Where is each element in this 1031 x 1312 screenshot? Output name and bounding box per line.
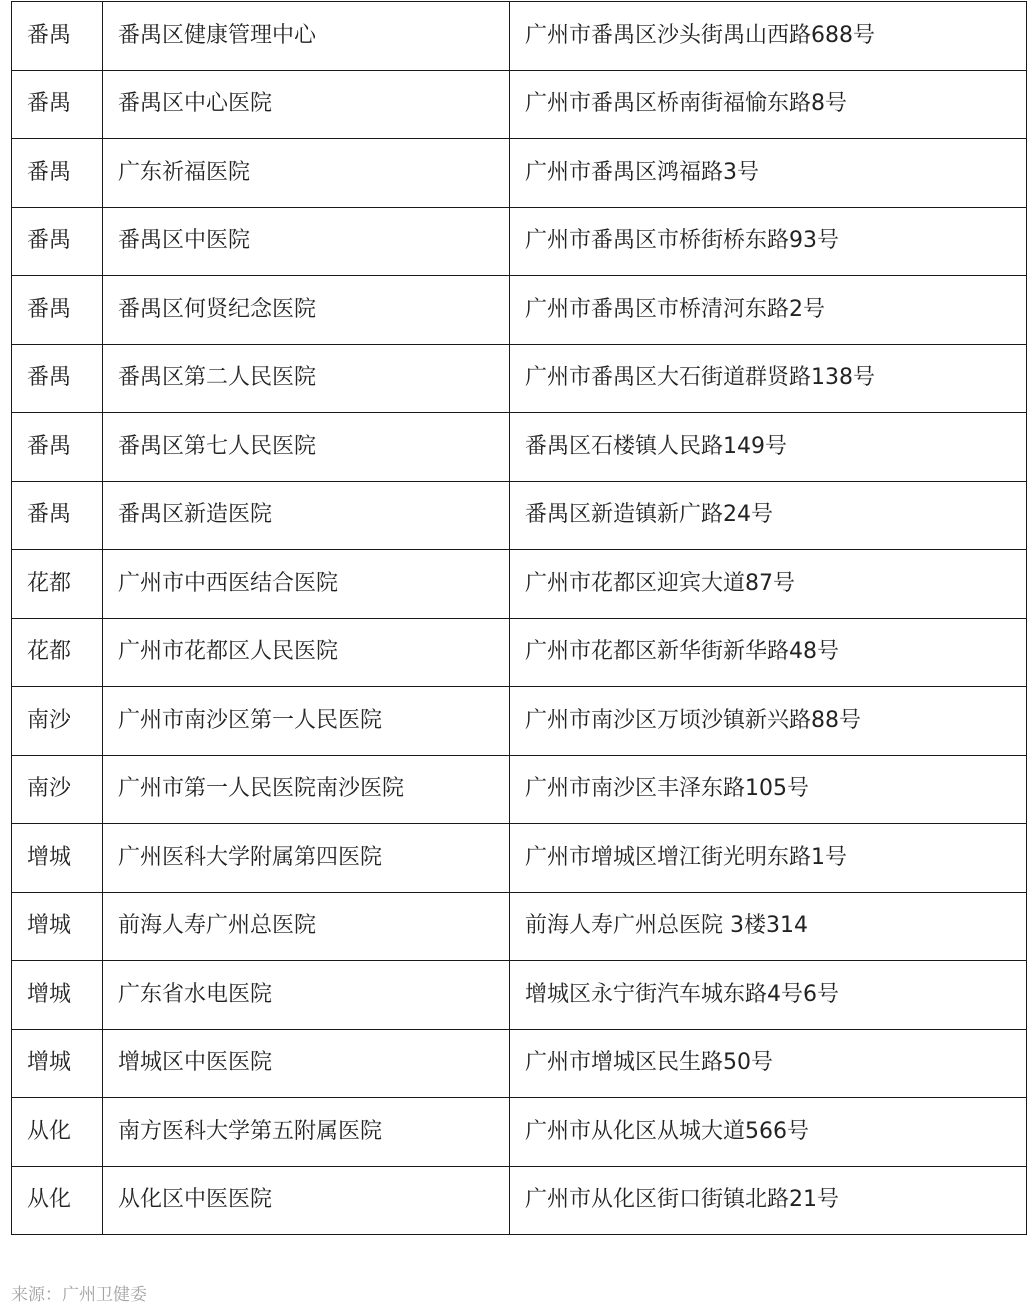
- district-cell: 番禺: [12, 481, 103, 550]
- table-row: [12, 2, 1027, 71]
- address-cell: 广州市从化区街口街镇北路21号: [510, 1166, 1027, 1235]
- district-cell: 增城: [12, 892, 103, 961]
- table-row: [12, 892, 1027, 961]
- district-cell: 增城: [12, 824, 103, 893]
- hospital-name-cell: 番禺区健康管理中心: [103, 2, 510, 71]
- district-cell: 增城: [12, 961, 103, 1030]
- hospital-name-cell: 前海人寿广州总医院: [103, 892, 510, 961]
- table-row: [12, 344, 1027, 413]
- hospital-name-cell: 广东省水电医院: [103, 961, 510, 1030]
- table-row: [12, 1166, 1027, 1235]
- district-cell: 番禺: [12, 70, 103, 139]
- table-body: [12, 2, 1027, 1235]
- district-cell: 番禺: [12, 2, 103, 71]
- hospital-name-cell: 广东祈福医院: [103, 139, 510, 208]
- hospital-name-cell: 广州市花都区人民医院: [103, 618, 510, 687]
- hospital-name-cell: 番禺区中医院: [103, 207, 510, 276]
- district-cell: 番禺: [12, 344, 103, 413]
- address-cell: 广州市南沙区丰泽东路105号: [510, 755, 1027, 824]
- table-row: [12, 139, 1027, 208]
- district-cell: 从化: [12, 1166, 103, 1235]
- table-row: [12, 413, 1027, 482]
- source-note: 来源：广州卫健委: [11, 1285, 147, 1305]
- table-row: [12, 755, 1027, 824]
- hospital-name-cell: 增城区中医医院: [103, 1029, 510, 1098]
- table-row: [12, 687, 1027, 756]
- hospital-name-cell: 广州医科大学附属第四医院: [103, 824, 510, 893]
- district-cell: 南沙: [12, 687, 103, 756]
- hospital-name-cell: 广州市中西医结合医院: [103, 550, 510, 619]
- district-cell: 番禺: [12, 139, 103, 208]
- address-cell: 广州市番禺区沙头街禺山西路688号: [510, 2, 1027, 71]
- table-row: [12, 70, 1027, 139]
- table-row: [12, 550, 1027, 619]
- district-cell: 花都: [12, 550, 103, 619]
- address-cell: 前海人寿广州总医院 3楼314: [510, 892, 1027, 961]
- address-cell: 广州市南沙区万顷沙镇新兴路88号: [510, 687, 1027, 756]
- hospital-name-cell: 南方医科大学第五附属医院: [103, 1098, 510, 1167]
- district-cell: 从化: [12, 1098, 103, 1167]
- hospital-name-cell: 番禺区第七人民医院: [103, 413, 510, 482]
- hospital-name-cell: 从化区中医医院: [103, 1166, 510, 1235]
- district-cell: 花都: [12, 618, 103, 687]
- district-cell: 番禺: [12, 276, 103, 345]
- address-cell: 广州市从化区从城大道566号: [510, 1098, 1027, 1167]
- district-cell: 番禺: [12, 207, 103, 276]
- address-cell: 广州市番禺区桥南街福愉东路8号: [510, 70, 1027, 139]
- hospital-name-cell: 广州市第一人民医院南沙医院: [103, 755, 510, 824]
- district-cell: 番禺: [12, 413, 103, 482]
- address-cell: 广州市花都区迎宾大道87号: [510, 550, 1027, 619]
- address-cell: 广州市花都区新华街新华路48号: [510, 618, 1027, 687]
- table-row: [12, 618, 1027, 687]
- address-cell: 广州市增城区增江街光明东路1号: [510, 824, 1027, 893]
- hospital-name-cell: 番禺区新造医院: [103, 481, 510, 550]
- address-cell: 广州市番禺区鸿福路3号: [510, 139, 1027, 208]
- address-cell: 广州市增城区民生路50号: [510, 1029, 1027, 1098]
- table-row: [12, 1029, 1027, 1098]
- table-row: [12, 276, 1027, 345]
- table-row: [12, 481, 1027, 550]
- table-row: [12, 824, 1027, 893]
- district-cell: 增城: [12, 1029, 103, 1098]
- table-row: [12, 207, 1027, 276]
- address-cell: 广州市番禺区大石街道群贤路138号: [510, 344, 1027, 413]
- hospital-table: [11, 1, 1027, 1235]
- hospital-name-cell: 番禺区何贤纪念医院: [103, 276, 510, 345]
- table-row: [12, 961, 1027, 1030]
- address-cell: 番禺区石楼镇人民路149号: [510, 413, 1027, 482]
- address-cell: 广州市番禺区市桥清河东路2号: [510, 276, 1027, 345]
- district-cell: 南沙: [12, 755, 103, 824]
- hospital-name-cell: 广州市南沙区第一人民医院: [103, 687, 510, 756]
- hospital-name-cell: 番禺区第二人民医院: [103, 344, 510, 413]
- address-cell: 番禺区新造镇新广路24号: [510, 481, 1027, 550]
- address-cell: 增城区永宁街汽车城东路4号6号: [510, 961, 1027, 1030]
- hospital-name-cell: 番禺区中心医院: [103, 70, 510, 139]
- address-cell: 广州市番禺区市桥街桥东路93号: [510, 207, 1027, 276]
- table-row: [12, 1098, 1027, 1167]
